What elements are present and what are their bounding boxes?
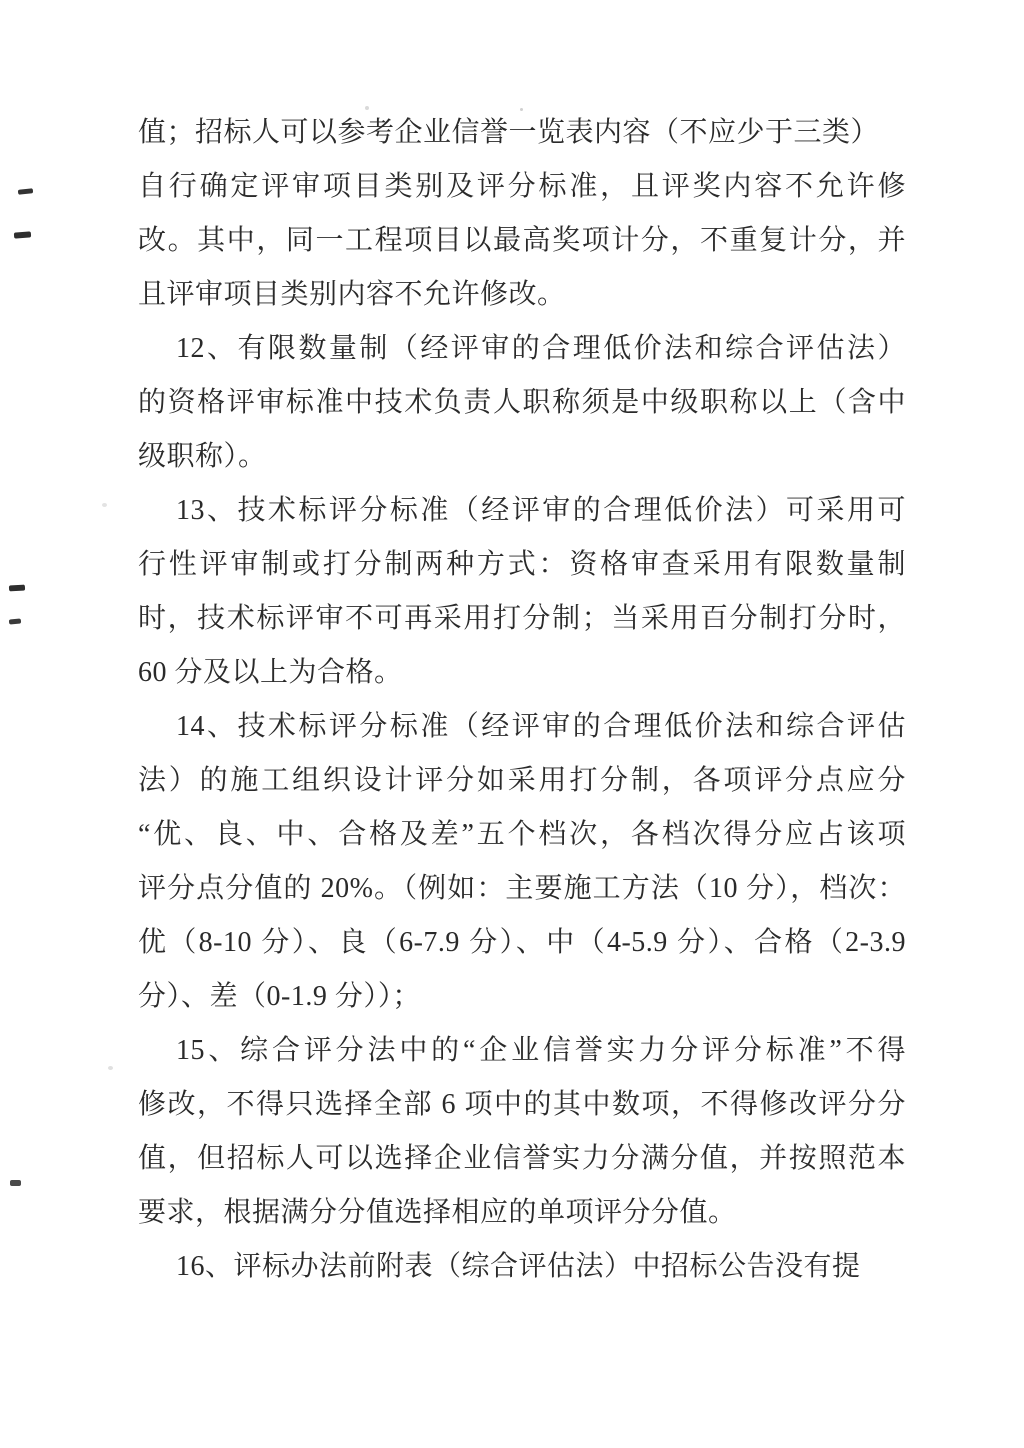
text-line: 且评审项目类别内容不允许修改。 [138, 279, 566, 310]
text-line: 时，技术标评审不可再采用打分制；当采用百分制打分时， [138, 603, 906, 634]
text-line: 法）的施工组织设计评分如采用打分制，各项评分点应分 [138, 765, 906, 796]
text-line: “优、良、中、合格及差”五个档次，各档次得分应占该项 [138, 819, 906, 850]
text-line: 自行确定评审项目类别及评分标准，且评奖内容不允许修 [138, 171, 906, 202]
text-line: 分）、差（0-1.9 分））； [138, 981, 421, 1012]
margin-ink-dash [10, 1180, 21, 1186]
text-line: 60 分及以上为合格。 [138, 657, 403, 688]
text-line: 行性评审制或打分制两种方式：资格审查采用有限数量制 [138, 549, 906, 580]
text-line: 评分点分值的 20%。（例如：主要施工方法（10 分），档次： [138, 873, 906, 904]
margin-ink-dash [14, 231, 31, 238]
text-line: 优（8-10 分）、良（6-7.9 分）、中（4-5.9 分）、合格（2-3.9 [138, 927, 906, 958]
text-line: 要求，根据满分分值选择相应的单项评分分值。 [138, 1197, 737, 1228]
document-text-block [138, 106, 906, 1294]
scan-speck [108, 1066, 113, 1070]
text-line-clause-12: 12、有限数量制（经评审的合理低价法和综合评估法） [176, 333, 906, 364]
text-line-clause-16: 16、评标办法前附表（综合评估法）中招标公告没有提 [176, 1251, 861, 1282]
text-line-clause-15: 15、综合评分法中的“企业信誉实力分评分标准”不得 [176, 1035, 906, 1066]
text-line: 级职称）。 [138, 441, 267, 472]
text-line: 改。其中，同一工程项目以最高奖项计分，不重复计分，并 [138, 225, 906, 256]
text-line: 修改，不得只选择全部 6 项中的其中数项，不得修改评分分 [138, 1089, 906, 1120]
text-line: 值；招标人可以参考企业信誉一览表内容（不应少于三类） [138, 117, 880, 148]
text-line-clause-14: 14、技术标评分标准（经评审的合理低价法和综合评估 [176, 711, 906, 742]
margin-ink-dash [9, 618, 21, 624]
scan-speck [102, 503, 107, 507]
text-line: 值，但招标人可以选择企业信誉实力分满分值，并按照范本 [138, 1143, 906, 1174]
margin-ink-dash [9, 585, 25, 592]
margin-ink-dash [18, 188, 33, 195]
text-line-clause-13: 13、技术标评分标准（经评审的合理低价法）可采用可 [176, 495, 906, 526]
text-line: 的资格评审标准中技术负责人职称须是中级职称以上（含中 [138, 387, 906, 418]
